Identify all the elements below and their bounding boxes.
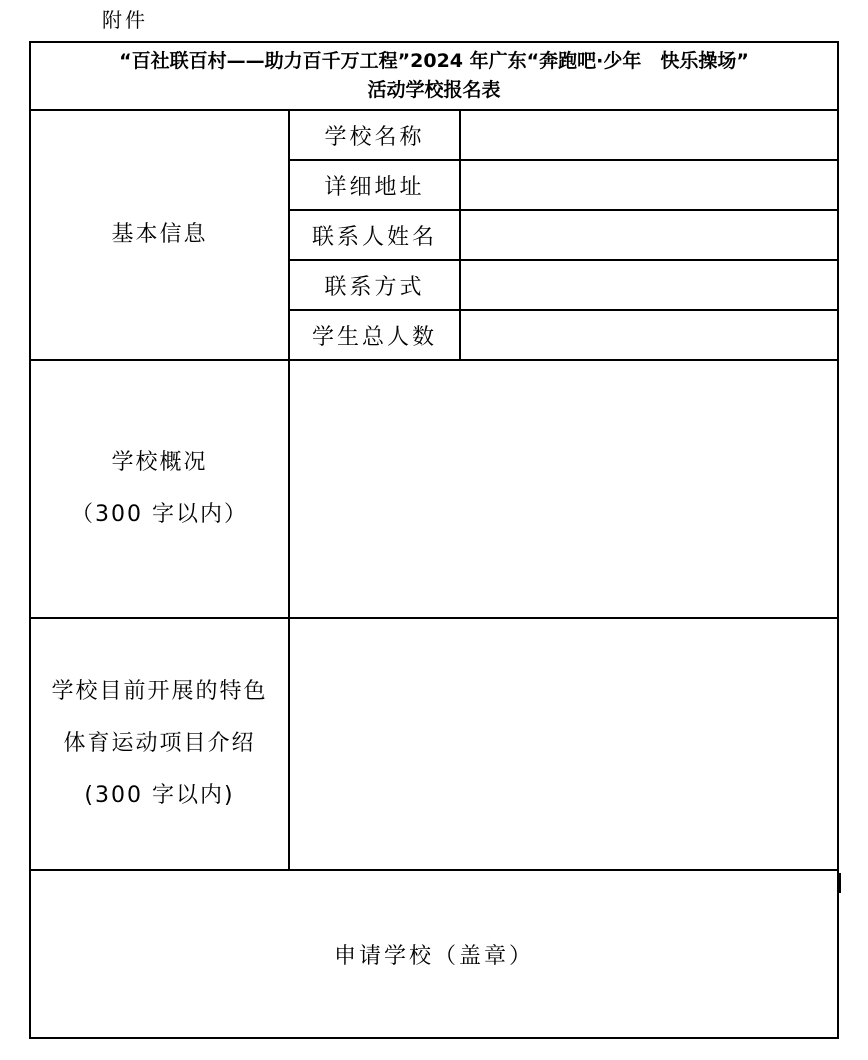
sports-label-line-1: 学校目前开展的特色 (51, 679, 268, 704)
signature-row (30, 870, 838, 1038)
contact-name-label: 联系人姓名 (289, 210, 460, 260)
basic-info-row (30, 110, 838, 160)
signature-field[interactable] (30, 870, 838, 1038)
overview-label (30, 360, 289, 618)
address-label: 详细地址 (289, 160, 460, 210)
sports-field[interactable] (289, 618, 838, 870)
form-title (30, 42, 838, 110)
sports-row (30, 618, 838, 870)
page-edge-mark (837, 873, 841, 893)
student-count-label: 学生总人数 (289, 310, 460, 360)
overview-row (30, 360, 838, 618)
overview-label-line-2: （300 字以内） (71, 502, 248, 527)
school-name-label: 学校名称 (289, 110, 460, 160)
overview-label-line-1: 学校概况 (111, 450, 208, 475)
sports-label (30, 618, 289, 870)
basic-info-section-label: 基本信息 (30, 110, 289, 360)
sports-label-line-2: 体育运动项目介绍 (63, 731, 256, 756)
form-title-line-1: “百社联百村——助力百千万工程”2024 年广东“奔跑吧·少年 快乐操场” (119, 50, 749, 72)
overview-field[interactable] (289, 360, 838, 618)
attachment-label: 附件 (102, 8, 148, 32)
signature-label: 申请学校（盖章） (334, 943, 535, 969)
registration-form-table (29, 41, 839, 1039)
contact-method-label: 联系方式 (289, 260, 460, 310)
address-field[interactable] (460, 160, 838, 210)
contact-name-field[interactable] (460, 210, 838, 260)
sports-label-line-3: (300 字以内) (84, 783, 235, 808)
title-row (30, 42, 838, 110)
form-title-line-2: 活动学校报名表 (367, 79, 501, 101)
school-name-field[interactable] (460, 110, 838, 160)
student-count-field[interactable] (460, 310, 838, 360)
contact-method-field[interactable] (460, 260, 838, 310)
